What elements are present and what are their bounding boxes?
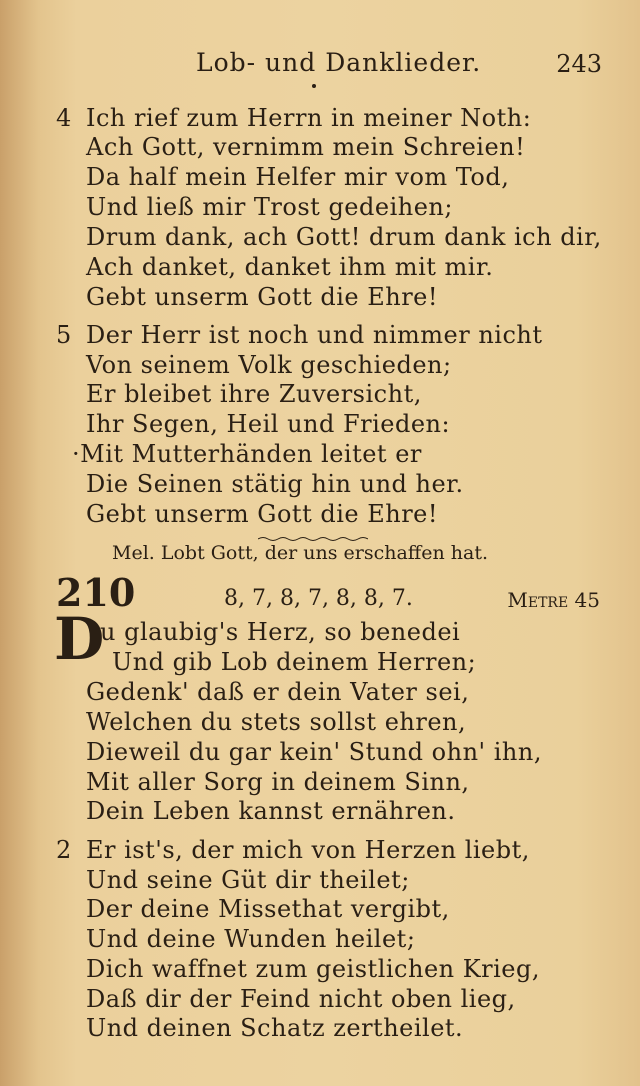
- verse-line: Der deine Missethat vergibt,: [86, 895, 450, 923]
- verse-line: Von seinem Volk geschieden;: [86, 351, 452, 379]
- verse-line: Und deinen Schatz zertheilet.: [86, 1014, 464, 1042]
- meter-pattern: 8, 7, 8, 7, 8, 8, 7.: [224, 586, 413, 611]
- page-number: 243: [556, 50, 602, 78]
- stanza-number: 4: [56, 104, 72, 132]
- hymn-number: 210: [56, 570, 136, 615]
- verse-line: Dieweil du gar kein' Stund ohn' ihn,: [86, 738, 542, 766]
- stanza-number: 5: [56, 321, 72, 349]
- verse-line: Er bleibet ihre Zuversicht,: [86, 380, 422, 408]
- verse-line: Und seine Güt dir theilet;: [86, 866, 410, 894]
- verse-line: Gedenk' daß er dein Vater sei,: [86, 678, 470, 706]
- verse-line: Ach danket, danket ihm mit mir.: [86, 253, 494, 281]
- verse-line: Und gib Lob deinem Herren;: [112, 648, 477, 676]
- verse-line: Mit aller Sorg in deinem Sinn,: [86, 768, 470, 796]
- meter-name: Metre 45: [507, 588, 600, 612]
- verse-line: Da half mein Helfer mir vom Tod,: [86, 163, 510, 191]
- verse-line: Der Herr ist noch und nimmer nicht: [86, 321, 543, 349]
- melody-indication: Mel. Lobt Gott, der uns erschaffen hat.: [112, 542, 489, 564]
- verse-line: Drum dank, ach Gott! drum dank ich dir,: [86, 223, 602, 251]
- verse-line: Er ist's, der mich von Herzen liebt,: [86, 836, 530, 864]
- verse-line: u glaubig's Herz, so benedei: [100, 618, 461, 646]
- verse-line: Welchen du stets sollst ehren,: [86, 708, 467, 736]
- verse-line: Dich waffnet zum geistlichen Krieg,: [86, 955, 540, 983]
- verse-line: Ich rief zum Herrn in meiner Noth:: [86, 104, 532, 132]
- verse-line: Ihr Segen, Heil und Frieden:: [86, 410, 451, 438]
- verse-line: Die Seinen stätig hin und her.: [86, 470, 464, 498]
- running-header: Lob- und Danklieder.: [196, 48, 482, 77]
- stanza-number: 2: [56, 836, 72, 864]
- verse-line: Und deine Wunden heilet;: [86, 925, 416, 953]
- verse-line: ·Mit Mutterhänden leitet er: [72, 440, 422, 468]
- verse-line: Dein Leben kannst ernähren.: [86, 797, 456, 825]
- verse-line: Daß dir der Feind nicht oben lieg,: [86, 985, 516, 1013]
- verse-line: Gebt unserm Gott die Ehre!: [86, 500, 439, 528]
- header-dot: [312, 84, 316, 88]
- verse-line: Ach Gott, vernimm mein Schreien!: [86, 133, 526, 161]
- verse-line: Und ließ mir Trost gedeihen;: [86, 193, 453, 221]
- drop-cap: D: [54, 605, 105, 673]
- verse-line: Gebt unserm Gott die Ehre!: [86, 283, 439, 311]
